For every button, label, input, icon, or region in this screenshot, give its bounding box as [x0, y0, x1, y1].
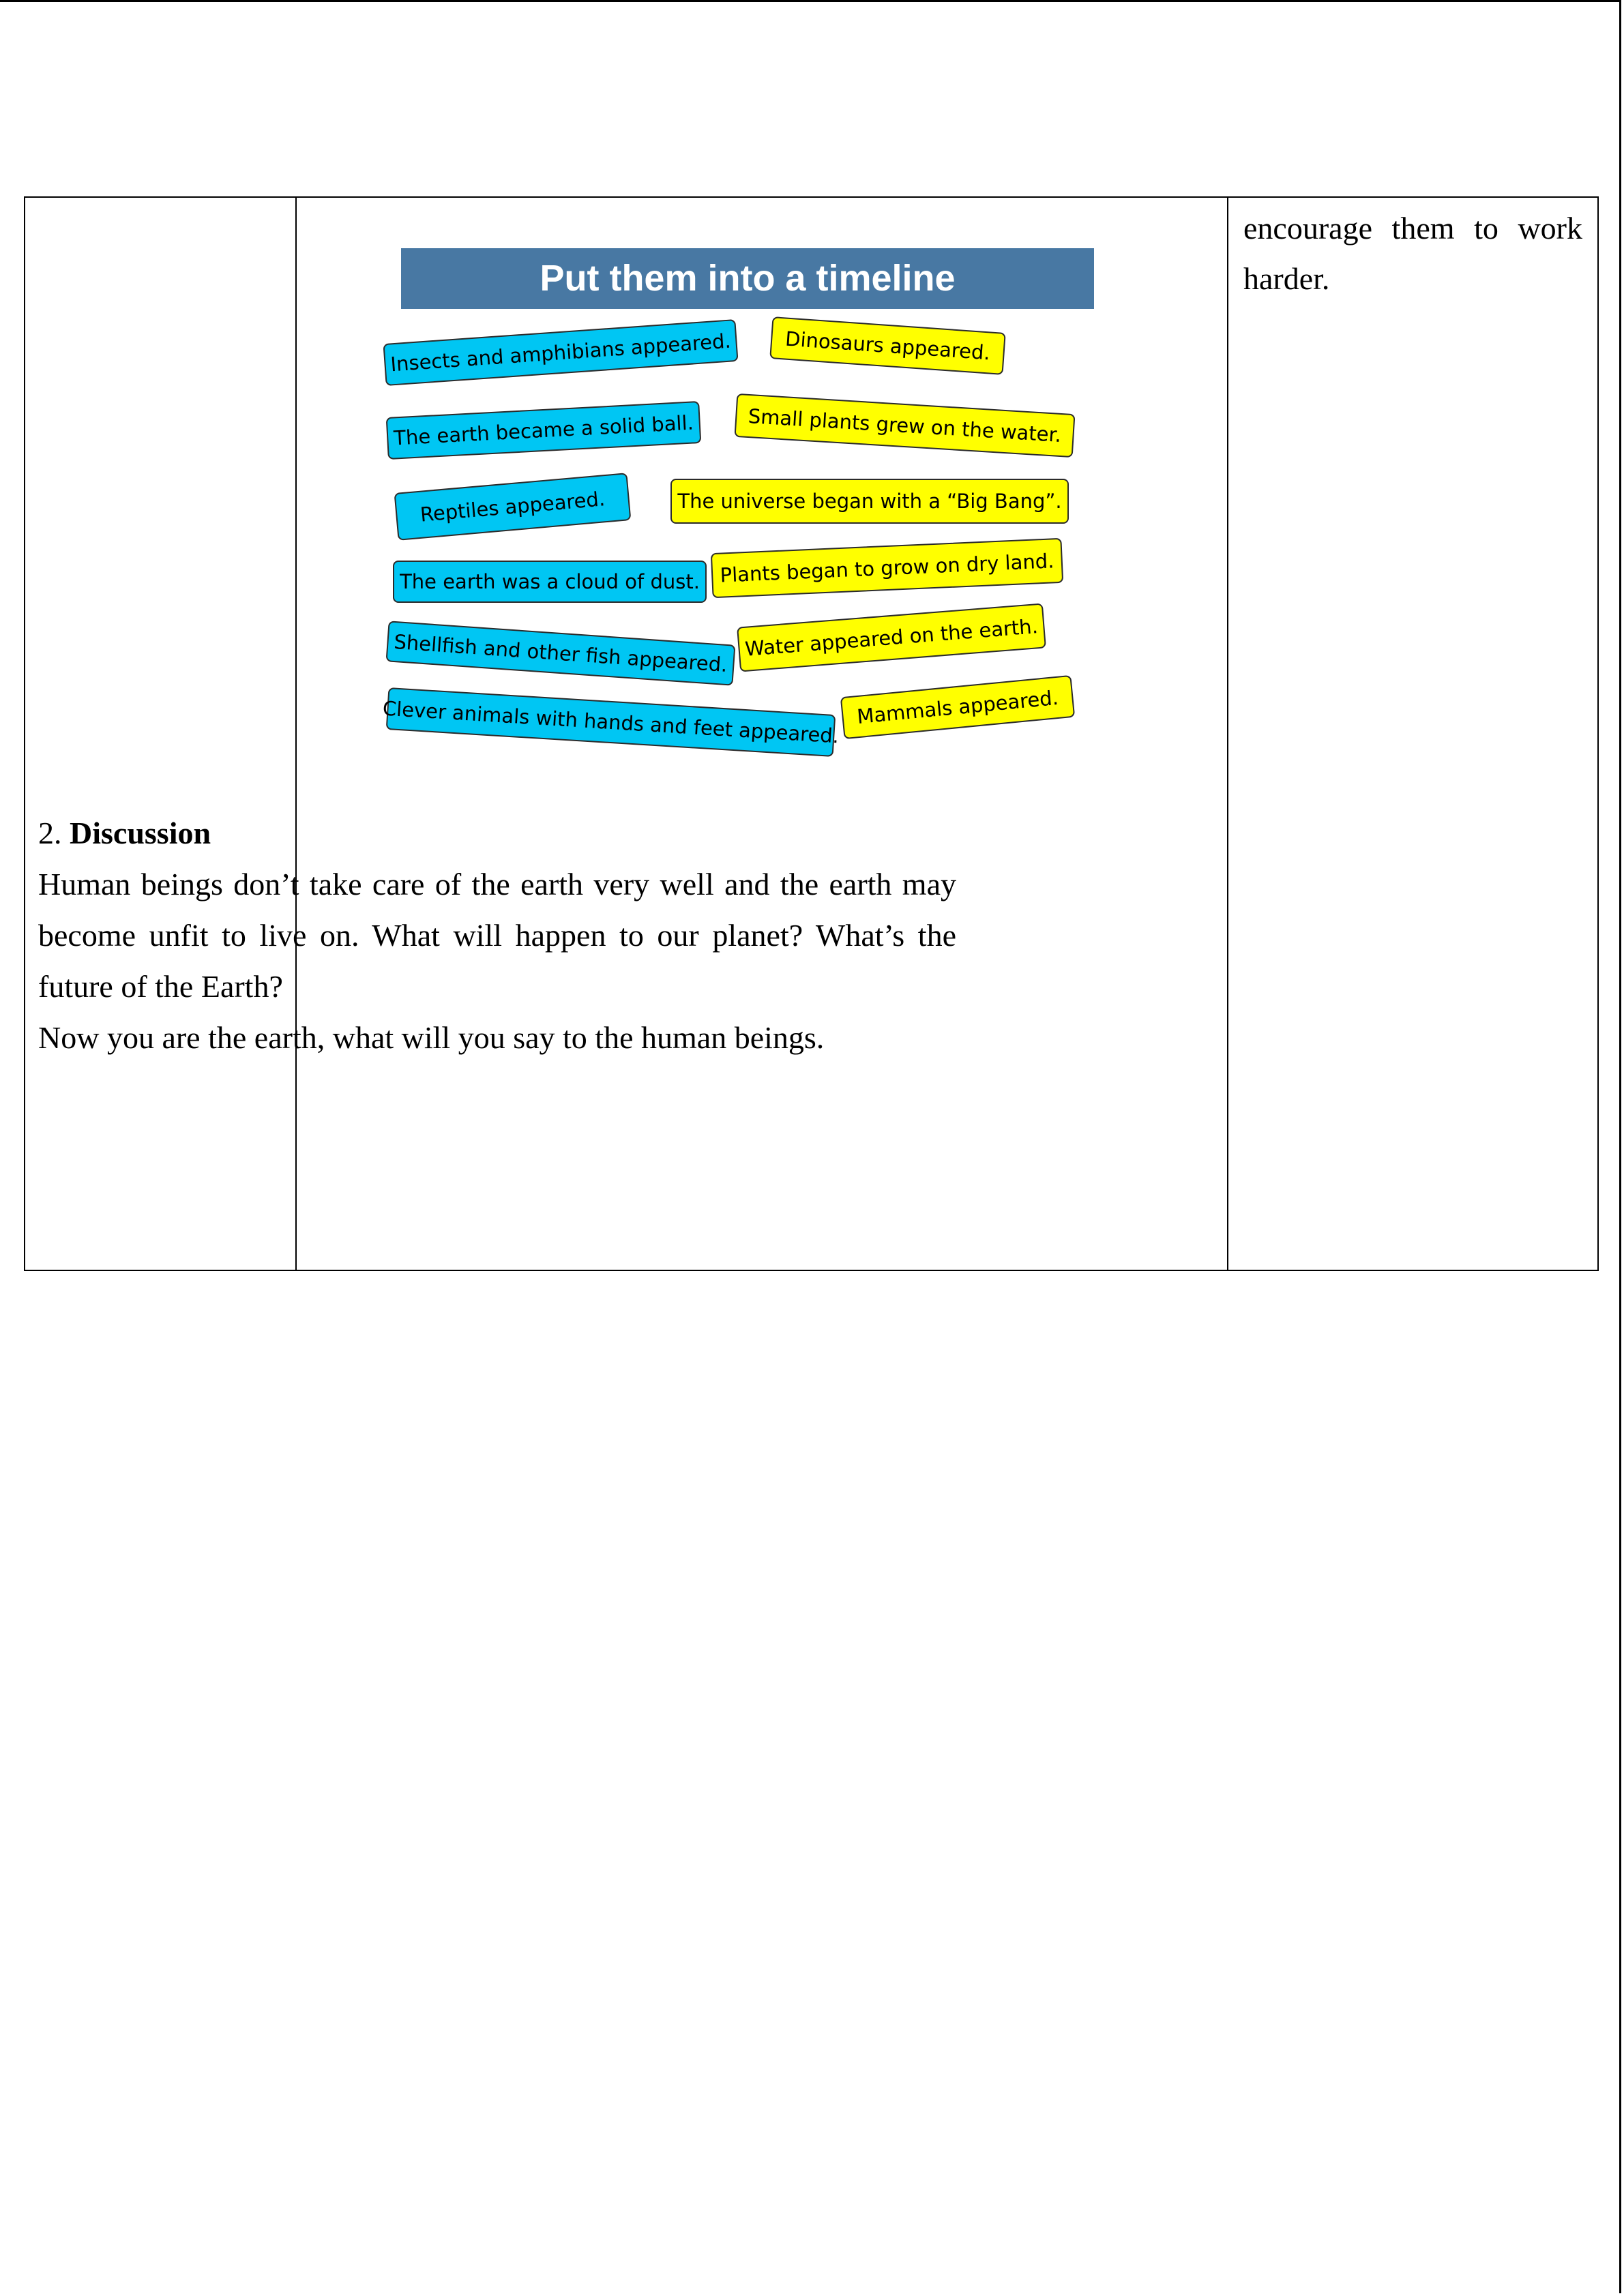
purpose-note-line-2: harder. [1243, 261, 1330, 296]
timeline-slide [297, 198, 1228, 791]
discussion-title: Discussion [70, 816, 211, 850]
card-big-bang: The universe began with a “Big Bang”. [670, 479, 1069, 524]
card-cloud-of-dust: The earth was a cloud of dust. [393, 561, 707, 603]
slide-title: Put them into a timeline [401, 248, 1094, 309]
card-small-plants: Small plants grew on the water. [735, 393, 1076, 458]
lesson-plan-table [24, 196, 1599, 1271]
card-dinosaurs: Dinosaurs appeared. [769, 316, 1005, 375]
card-shellfish: Shellfish and other fish appeared. [386, 621, 736, 685]
discussion-heading [38, 807, 956, 859]
card-dry-land: Plants began to grow on dry land. [711, 538, 1063, 598]
card-solid-ball: The earth became a solid ball. [386, 401, 702, 460]
activity-cell [38, 197, 1228, 1270]
discussion-prompt: Now you are the earth, what will you say to the human beings. [38, 1020, 825, 1055]
discussion-paragraph: Human beings don’t take care of the earth very well and the earth may become unfit to live on. What will happen to our planet? What’s the future of the Earth? [38, 867, 956, 1004]
discussion-section [38, 807, 956, 1063]
step-cell [25, 197, 296, 1270]
purpose-note [1243, 203, 1582, 304]
card-reptiles: Reptiles appeared. [394, 473, 632, 541]
purpose-note-line-1: encourage them to work [1243, 211, 1582, 245]
card-water: Water appeared on the earth. [737, 603, 1046, 672]
purpose-cell [1228, 197, 1598, 1270]
card-clever-animals: Clever animals with hands and feet appeared. [386, 687, 836, 757]
card-insects-amphibians: Insects and amphibians appeared. [383, 319, 738, 386]
table-row [25, 197, 1598, 1270]
card-mammals: Mammals appeared. [840, 675, 1075, 739]
discussion-number: 2. [38, 816, 70, 850]
